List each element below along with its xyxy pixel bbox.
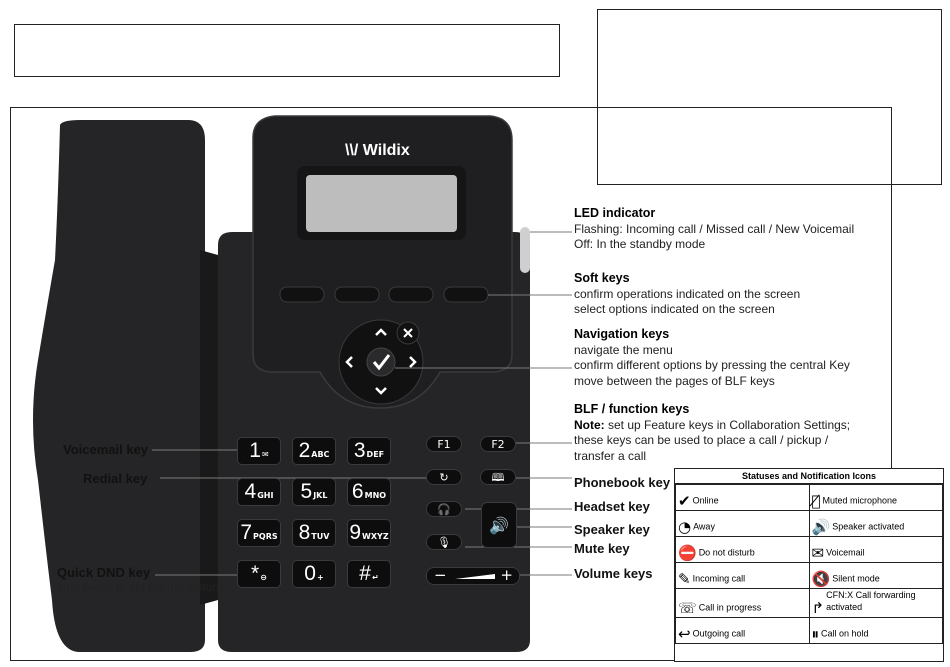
key-digit: 4 — [244, 480, 257, 503]
envelope-icon: ✉ — [811, 544, 825, 562]
redial-label: Redial key — [83, 471, 148, 486]
key-2[interactable] — [292, 437, 336, 465]
key-digit: 9 — [349, 521, 362, 544]
status-row — [676, 511, 943, 537]
status-label: Call in progress — [698, 602, 762, 612]
key-letters: TUV — [311, 531, 330, 541]
muted-microphone-icon: 🎙̸ — [811, 492, 821, 510]
f1-key[interactable]: F1 — [426, 436, 462, 452]
phonebook-icon[interactable]: 🕮 — [480, 469, 516, 485]
key-digit: 6 — [351, 480, 364, 503]
status-cell — [809, 485, 943, 511]
led-title: LED indicator — [574, 206, 656, 220]
key-digit: 3 — [353, 439, 366, 462]
blf-title: BLF / function keys — [574, 402, 690, 416]
blf-line3: transfer a call — [574, 448, 647, 463]
status-label: Speaker activated — [832, 521, 905, 532]
volume-key[interactable] — [426, 567, 520, 585]
dnd-label — [57, 565, 223, 594]
key-letters: DEF — [366, 449, 385, 459]
key-letters: ↵ — [371, 572, 379, 582]
nav-line2: confirm different options by pressing the central Key — [574, 358, 850, 372]
key-4[interactable] — [237, 478, 281, 506]
status-label: Online — [692, 495, 719, 506]
redial-icon[interactable]: ↻ — [426, 469, 462, 485]
statuses-title: Statuses and Notification Icons — [675, 469, 943, 484]
speaker-label: Speaker key — [574, 522, 650, 537]
mute-label: Mute key — [574, 541, 630, 556]
volume-minus[interactable]: − — [434, 566, 447, 584]
status-cell — [809, 617, 943, 643]
soft-title: Soft keys — [574, 271, 630, 285]
key-digit: 7 — [240, 521, 253, 544]
volume-label: Volume keys — [574, 566, 653, 581]
nav-ok-button — [367, 348, 395, 376]
status-cell — [676, 563, 810, 589]
status-label: Muted microphone — [822, 495, 898, 506]
key-digit: 1 — [249, 439, 261, 462]
status-row — [676, 537, 943, 563]
nav-title: Navigation keys — [574, 327, 670, 341]
key-digit: 5 — [300, 480, 313, 503]
status-cell — [809, 511, 943, 537]
key-6[interactable] — [347, 478, 391, 506]
key-#[interactable] — [347, 560, 391, 588]
check-icon: ✔ — [678, 492, 691, 510]
blf-keys-label — [574, 402, 850, 464]
dnd-line: long press to set Do not disturb — [57, 580, 224, 594]
status-cell — [676, 485, 810, 511]
key-0[interactable] — [292, 560, 336, 588]
blf-note: Note: — [574, 417, 605, 432]
key-letters: + — [316, 572, 324, 582]
status-cell — [676, 589, 810, 618]
mute-icon[interactable]: 🎙 — [426, 534, 462, 550]
status-label: CFN:X Call forwarding activated — [826, 590, 916, 612]
status-row — [676, 485, 943, 511]
status-row — [676, 617, 943, 643]
minus-circle-icon: ⛔ — [678, 544, 697, 562]
key-7[interactable] — [237, 519, 281, 547]
status-label: Silent mode — [832, 573, 880, 584]
key-letters: ✉ — [261, 449, 269, 459]
status-label: Outgoing call — [692, 628, 746, 638]
soft-line1: confirm operations indicated on the screen — [574, 286, 801, 301]
soft-keys-label — [574, 271, 800, 318]
key-letters: WXYZ — [362, 531, 389, 541]
status-cell — [676, 511, 810, 537]
key-letters: JKL — [313, 490, 328, 500]
key-letters: ⊖ — [260, 572, 267, 582]
key-9[interactable] — [347, 519, 391, 547]
status-label: Call on hold — [821, 628, 869, 638]
key-digit: * — [251, 562, 260, 585]
key-letters: MNO — [364, 490, 387, 500]
key-*[interactable] — [237, 560, 281, 588]
outgoing-handset-icon: ↩ — [678, 624, 691, 643]
dnd-title: Quick DND key — [57, 565, 151, 580]
status-cell — [809, 563, 943, 589]
headset-label: Headset key — [574, 499, 650, 514]
statuses-legend — [674, 468, 944, 662]
wildix-logo: \\/ Wildix — [345, 142, 410, 159]
key-1[interactable] — [237, 437, 281, 465]
clock-icon: ◔ — [678, 518, 692, 536]
key-letters: PQRS — [253, 531, 278, 541]
speaker-key[interactable]: 🔊 — [481, 502, 517, 548]
pause-icon: ⏸ — [811, 624, 820, 643]
key-digit: 2 — [298, 439, 311, 462]
led-label — [574, 206, 854, 253]
status-cell — [676, 617, 810, 643]
status-cell — [676, 537, 810, 563]
key-digit: 0 — [304, 562, 316, 585]
statuses-table — [675, 484, 943, 644]
status-label: Do not disturb — [698, 547, 755, 558]
key-digit: # — [359, 562, 371, 585]
key-letters: ABC — [311, 449, 330, 459]
key-letters: GHI — [257, 490, 274, 500]
speaker-icon: 🔊 — [811, 518, 831, 536]
key-8[interactable] — [292, 519, 336, 547]
status-row — [676, 563, 943, 589]
f2-key[interactable]: F2 — [480, 436, 516, 452]
blf-line1: set up Feature keys in Collaboration Settings; — [604, 417, 851, 432]
soft-line2: select options indicated on the screen — [574, 302, 775, 316]
silent-speaker-icon: 🔇 — [811, 570, 831, 588]
handset-icon: ☏ — [678, 598, 697, 617]
status-label: Incoming call — [692, 573, 746, 584]
status-cell — [809, 589, 943, 618]
key-5[interactable] — [292, 478, 336, 506]
forward-arrow-icon: ↱ — [811, 598, 825, 617]
incoming-handset-icon: ✎ — [678, 570, 691, 588]
volume-wedge — [455, 574, 495, 579]
status-label: Away — [693, 521, 715, 532]
nav-keys-label — [574, 327, 850, 389]
volume-plus[interactable]: + — [500, 566, 513, 584]
nav-line1: navigate the menu — [574, 342, 673, 357]
phonebook-label: Phonebook key — [574, 475, 671, 490]
key-3[interactable] — [347, 437, 391, 465]
status-cell — [809, 537, 943, 563]
led-indicator — [520, 227, 530, 273]
status-row — [676, 589, 943, 618]
lcd-screen — [306, 175, 457, 232]
voicemail-label: Voicemail key — [63, 442, 149, 457]
key-digit: 8 — [298, 521, 311, 544]
led-line2: Off: In the standby mode — [574, 237, 706, 251]
led-line1: Flashing: Incoming call / Missed call / New Voicemail — [574, 221, 855, 236]
nav-line3: move between the pages of BLF keys — [574, 373, 775, 388]
status-label: Voicemail — [826, 547, 865, 558]
headset-icon[interactable]: 🎧 — [426, 501, 462, 517]
blf-line2: these keys can be used to place a call / pickup / — [574, 433, 829, 447]
